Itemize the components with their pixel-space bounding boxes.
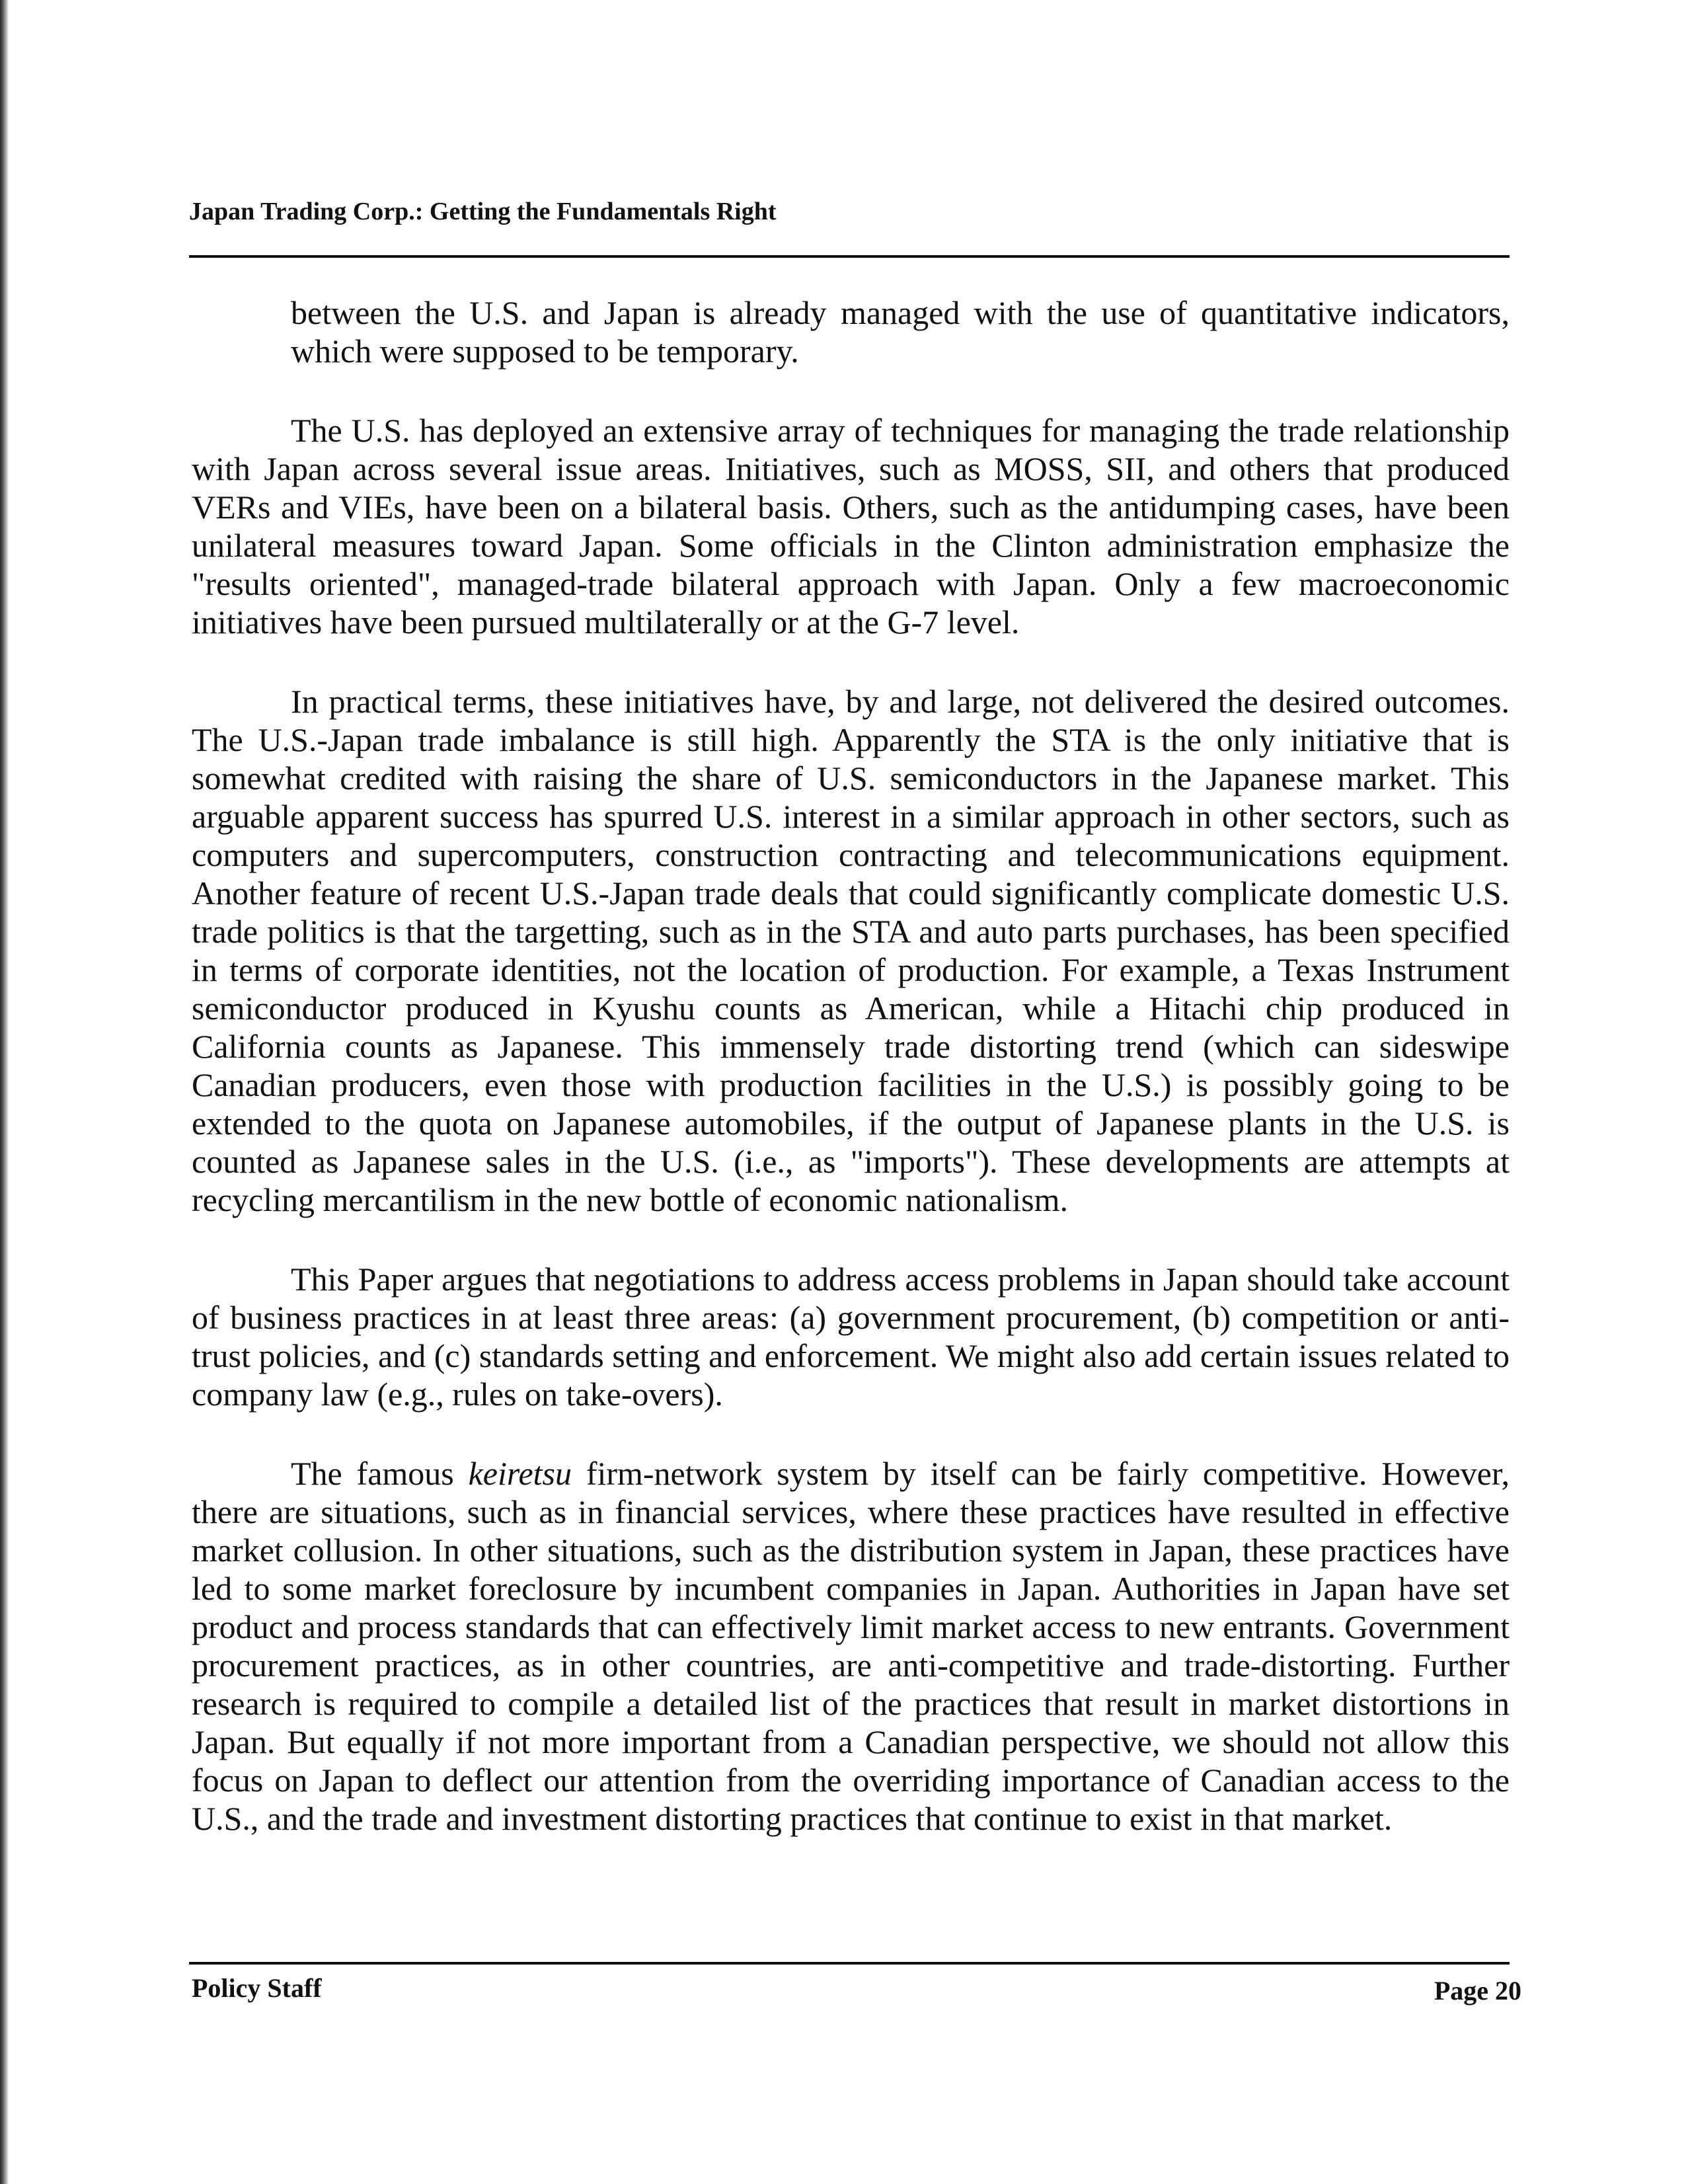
paragraph: [192, 1454, 1510, 1838]
text-run: The famous: [291, 1455, 469, 1492]
scan-edge: [0, 0, 9, 2184]
header-rule: [189, 255, 1510, 258]
paragraph: This Paper argues that negotiations to address access problems in Japan should take account of business practices in at least three areas: (a) government procurement, (b) competition or anti-trust policies, and (c) standards setting and enforcement. We might also add certain issues related to company law (e.g., rules on take-overs).: [192, 1261, 1510, 1413]
paragraph: The U.S. has deployed an extensive array of techniques for managing the trade relationship with Japan across several issue areas. Initiatives, such as MOSS, SII, and others that produced VERs and VIEs, have been on a bilateral basis. Others, such as the antidumping cases, have been unilateral measures toward Japan. Some officials in the Clinton administration emphasize the "results oriented", managed-trade bilateral approach with Japan. Only a few macroeconomic initiatives have been pursued multilaterally or at the G-7 level.: [192, 412, 1510, 641]
paragraph: In practical terms, these initiatives have, by and large, not delivered the desired outcomes. The U.S.-Japan trade imbalance is still high. Apparently the STA is the only initiative that is somewhat credited with raising the share of U.S. semiconductors in the Japanese market. This arguable apparent success has spurred U.S. interest in a similar approach in other sectors, such as computers and supercomputers, construction contracting and telecommunications equipment. Another feature of recent U.S.-Japan trade deals that could significantly complicate domestic U.S. trade politics is that the targetting, such as in the STA and auto parts purchases, has been specified in terms of corporate identities, not the location of production. For example, a Texas Instrument semiconductor produced in Kyushu counts as American, while a Hitachi chip produced in California counts as Japanese. This immensely trade distorting trend (which can sideswipe Canadian producers, even those with production facilities in the U.S.) is possibly going to be extended to the quota on Japanese automobiles, if the output of Japanese plants in the U.S. is counted as Japanese sales in the U.S. (i.e., as "imports"). These developments are attempts at recycling mercantilism in the new bottle of economic nationalism.: [192, 683, 1510, 1218]
running-header: Japan Trading Corp.: Getting the Fundamentals Right: [189, 198, 777, 225]
paragraph-continuation: between the U.S. and Japan is already managed with the use of quantitative indicators, which were supposed to be temporary.: [291, 294, 1510, 370]
body-text: [192, 293, 1510, 1838]
italic-term: keiretsu: [468, 1455, 572, 1492]
text-run: firm-network system by itself can be fairly competitive. However, there are situations, such as in financial services, where these practices have resulted in effective market collusion. In other situations, such as the distribution system in Japan, these practices have led to some market foreclosure by incumbent companies in Japan. Authorities in Japan have set product and process standards that can effectively limit market access to new entrants. Government procurement practices, as in other countries, are anti-competitive and trade-distorting. Further research is required to compile a detailed list of the practices that result in market distortions in Japan. But equally if not more important from a Canadian perspective, we should not allow this focus on Japan to deflect our attention from the overriding importance of Canadian access to the U.S., and the trade and investment distorting practices that continue to exist in that market.: [192, 1455, 1510, 1837]
footer-rule: [189, 1962, 1510, 1965]
footer-left: Policy Staff: [192, 1973, 322, 2003]
page-number: Page 20: [1434, 1976, 1521, 2006]
